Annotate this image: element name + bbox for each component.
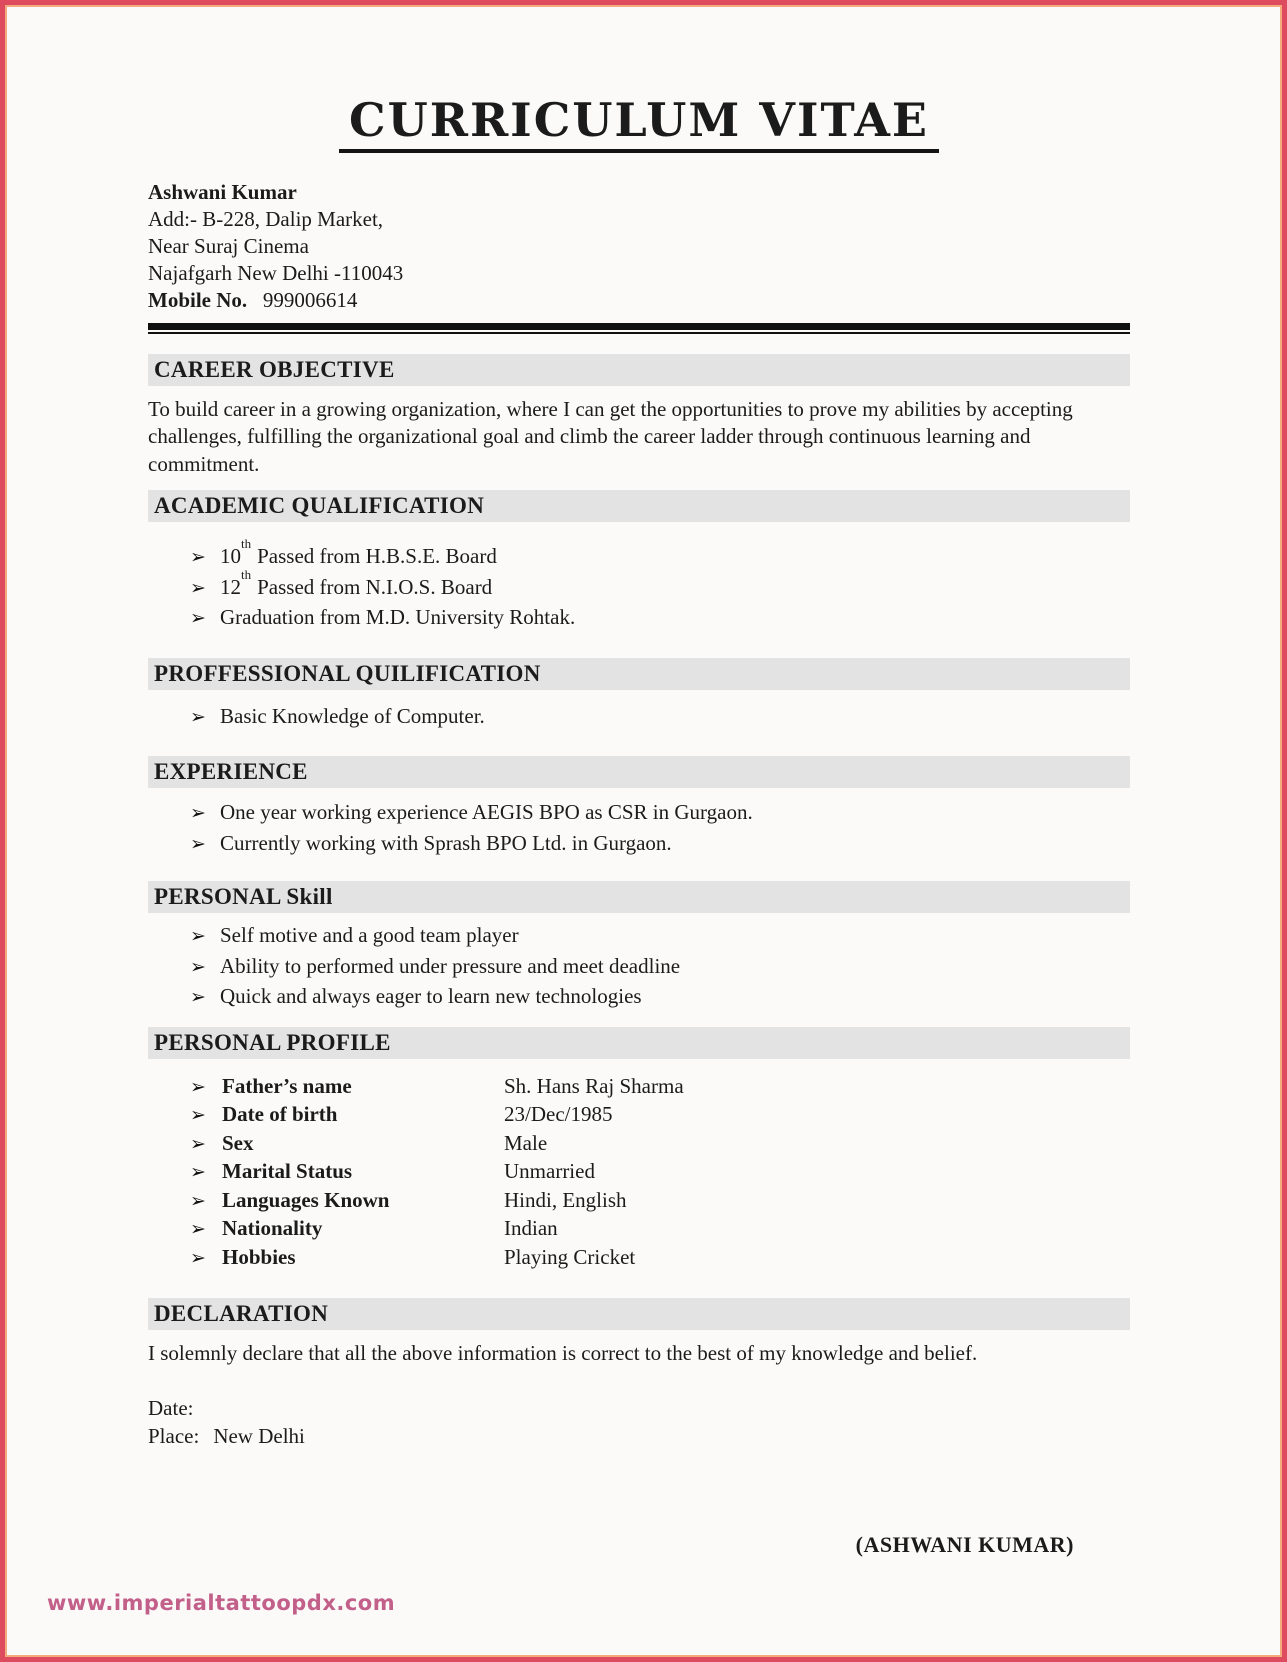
- list-item: [190, 702, 1130, 733]
- arrow-bullet-icon: ➢: [190, 1105, 206, 1127]
- arrow-bullet-icon: ➢: [190, 577, 206, 599]
- profile-label: Marital Status: [222, 1159, 353, 1184]
- table-row: [148, 1187, 1130, 1216]
- arrow-bullet-icon: ➢: [190, 547, 206, 569]
- arrow-bullet-icon: ➢: [190, 1076, 206, 1098]
- academic-item-3: Graduation from M.D. University Rohtak.: [220, 605, 576, 630]
- section-heading-academic-qualification: ACADEMIC QUALIFICATION: [148, 490, 1130, 522]
- arrow-bullet-icon: ➢: [190, 803, 206, 825]
- section-heading-personal-profile: PERSONAL PROFILE: [148, 1027, 1130, 1059]
- section-heading-personal-skill: PERSONAL Skill: [148, 881, 1130, 913]
- arrow-bullet-icon: ➢: [190, 706, 206, 728]
- table-row: [148, 1215, 1130, 1244]
- profile-value: Unmarried: [504, 1159, 595, 1184]
- table-row: [148, 1130, 1130, 1159]
- profile-value: 23/Dec/1985: [504, 1102, 613, 1127]
- profile-value: Hindi, English: [504, 1187, 627, 1212]
- arrow-bullet-icon: ➢: [190, 1219, 206, 1241]
- page-border-inner: [5, 5, 1282, 1657]
- arrow-bullet-icon: ➢: [190, 833, 206, 855]
- place-value: New Delhi: [213, 1423, 305, 1448]
- table-row: [148, 1101, 1130, 1130]
- arrow-bullet-icon: ➢: [190, 1133, 206, 1155]
- personal-skill-list: [148, 921, 1130, 1013]
- date-place-block: [148, 1394, 1130, 1450]
- contact-name: Ashwani Kumar: [148, 179, 297, 204]
- section-heading-declaration: DECLARATION: [148, 1298, 1130, 1330]
- academic-qualification-list: [148, 536, 1130, 634]
- profile-label: Nationality: [222, 1216, 323, 1241]
- mobile-label: Mobile No.: [148, 287, 248, 312]
- list-item: [190, 798, 1130, 829]
- experience-list: [148, 798, 1130, 859]
- list-item: [190, 829, 1130, 860]
- list-item: [190, 982, 1130, 1013]
- section-heading-experience: EXPERIENCE: [148, 756, 1130, 788]
- arrow-bullet-icon: ➢: [190, 1190, 206, 1212]
- arrow-bullet-icon: ➢: [190, 1247, 206, 1269]
- list-item: [190, 921, 1130, 952]
- professional-item-1: Basic Knowledge of Computer.: [220, 703, 485, 728]
- section-heading-career-objective: CAREER OBJECTIVE: [148, 354, 1130, 386]
- date-line: Date:: [148, 1395, 194, 1420]
- watermark-url: www.imperialtattoopdx.com: [47, 1591, 396, 1615]
- profile-value: Sh. Hans Raj Sharma: [504, 1073, 684, 1098]
- cv-document: [7, 7, 1280, 1558]
- skill-item-3: Quick and always eager to learn new technologies: [220, 984, 642, 1009]
- skill-item-2: Ability to performed under pressure and meet deadline: [220, 953, 681, 978]
- contact-address-line1: Add:- B-228, Dalip Market,: [148, 206, 384, 231]
- academic-item-2: 12thPassed from N.I.O.S. Board: [220, 566, 493, 599]
- arrow-bullet-icon: ➢: [190, 956, 206, 978]
- profile-value: Indian: [504, 1216, 558, 1241]
- table-row: [148, 1073, 1130, 1102]
- title-block: [148, 95, 1130, 153]
- profile-value: Playing Cricket: [504, 1244, 636, 1269]
- profile-label: Father’s name: [222, 1073, 352, 1098]
- academic-item-1: 10thPassed from H.B.S.E. Board: [220, 536, 497, 569]
- contact-block: [148, 179, 1130, 314]
- experience-item-2: Currently working with Sprash BPO Ltd. in Gurgaon.: [220, 830, 672, 855]
- arrow-bullet-icon: ➢: [190, 926, 206, 948]
- mobile-number: 999006614: [262, 287, 358, 312]
- table-row: [148, 1244, 1130, 1273]
- declaration-text: I solemnly declare that all the above information is correct to the best of my knowledge and belief.: [148, 1341, 978, 1366]
- section-heading-professional-qualification: PROFFESSIONAL QUILIFICATION: [148, 658, 1130, 690]
- arrow-bullet-icon: ➢: [190, 608, 206, 630]
- signature-name: (ASHWANI KUMAR): [855, 1531, 1074, 1557]
- arrow-bullet-icon: ➢: [190, 1162, 206, 1184]
- contact-address-line2: Near Suraj Cinema: [148, 233, 309, 258]
- table-row: [148, 1158, 1130, 1187]
- list-item: [190, 566, 1130, 604]
- profile-value: Male: [504, 1130, 548, 1155]
- contact-address-line3: Najafgarh New Delhi -110043: [148, 260, 404, 285]
- horizontal-divider: [148, 323, 1130, 334]
- profile-label: Hobbies: [222, 1244, 296, 1269]
- contact-mobile-line: [148, 287, 1130, 314]
- personal-profile-table: [148, 1073, 1130, 1273]
- career-objective-text: To build career in a growing organization, where I can get the opportunities to prove my abilities by accepting challenges, fulfilling the organizational goal and climb the career ladder through continuous learning and commitment.: [148, 396, 1073, 476]
- profile-label: Sex: [222, 1130, 254, 1155]
- profile-label: Date of birth: [222, 1102, 338, 1127]
- skill-item-1: Self motive and a good team player: [220, 923, 519, 948]
- place-label: Place:: [148, 1423, 200, 1448]
- profile-label: Languages Known: [222, 1187, 390, 1212]
- arrow-bullet-icon: ➢: [190, 987, 206, 1009]
- page-title: CURRICULUM VITAE: [339, 95, 939, 153]
- list-item: [190, 952, 1130, 983]
- place-line: [148, 1422, 1130, 1450]
- professional-qualification-list: [148, 702, 1130, 733]
- list-item: [190, 603, 1130, 634]
- experience-item-1: One year working experience AEGIS BPO as CSR in Gurgaon.: [220, 800, 753, 825]
- list-item: [190, 536, 1130, 573]
